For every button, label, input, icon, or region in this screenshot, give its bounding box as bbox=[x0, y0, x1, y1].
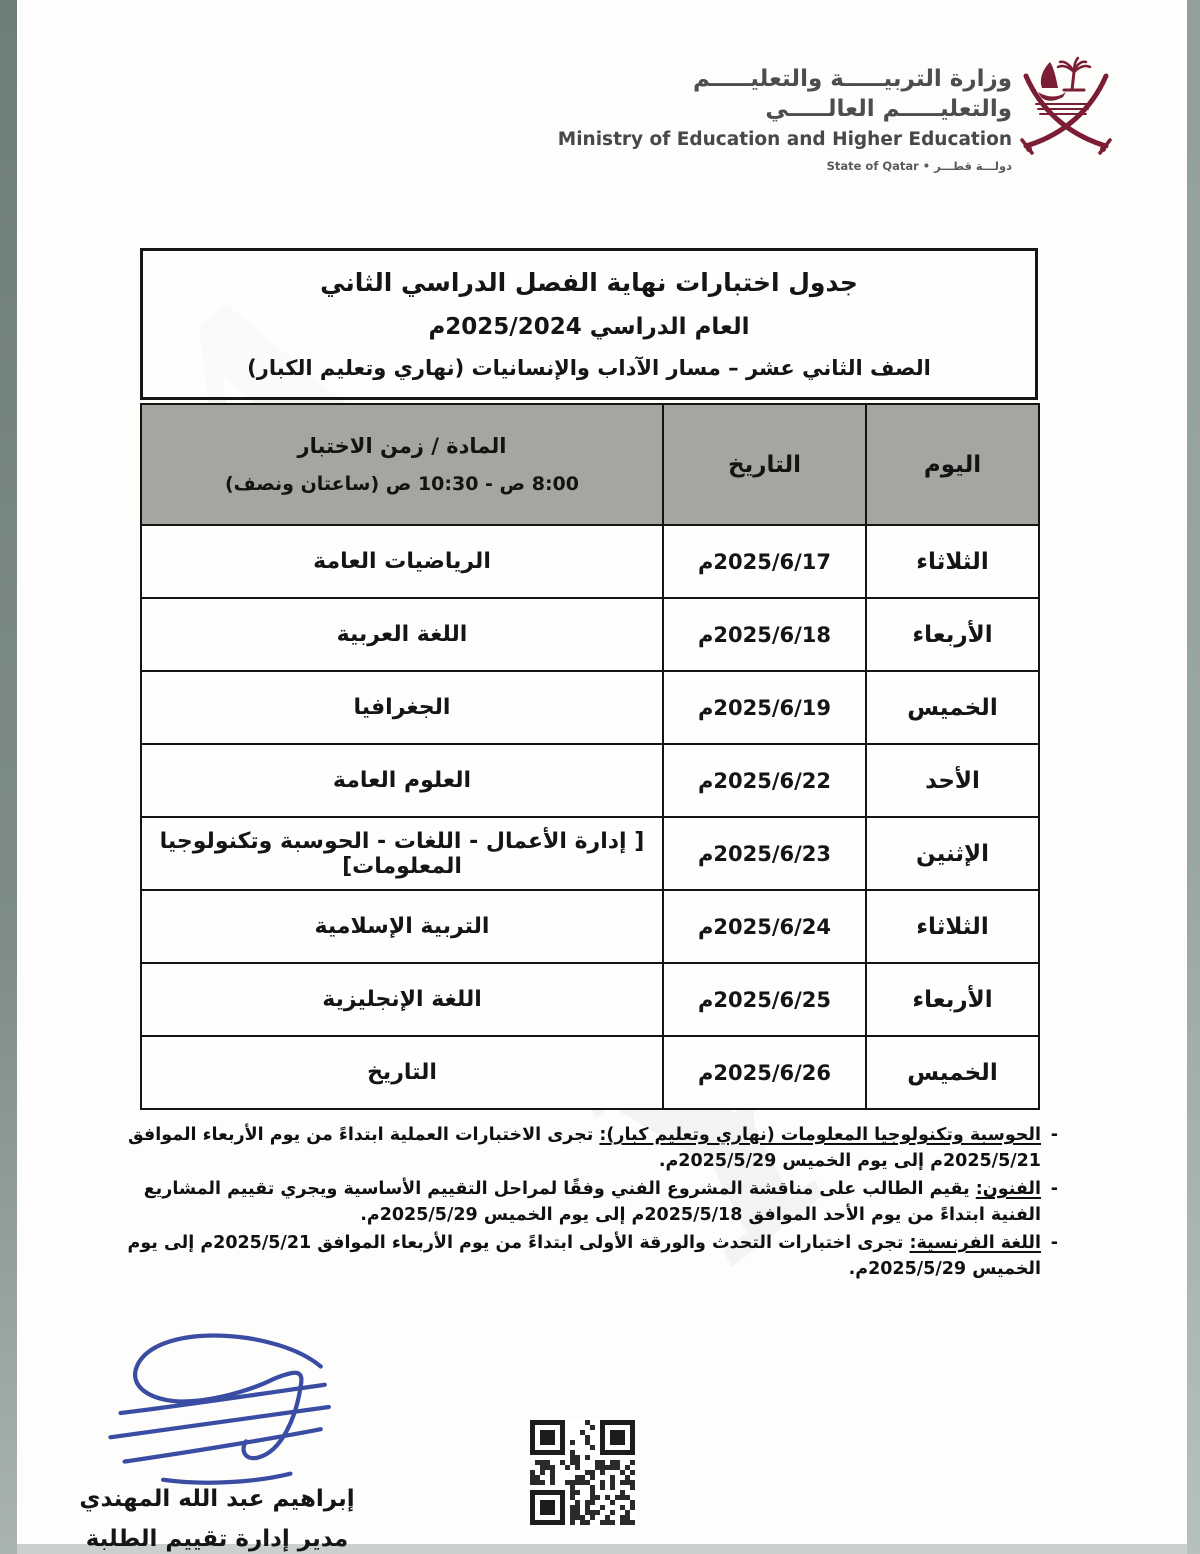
table-header-day: اليوم bbox=[866, 404, 1039, 525]
footnotes bbox=[105, 1122, 1058, 1284]
table-row bbox=[141, 598, 1039, 671]
ministry-name-english: Ministry of Education and Higher Education bbox=[557, 129, 1012, 150]
day-cell: الأربعاء bbox=[866, 963, 1039, 1036]
state-of-qatar-line: State of Qatar • دولـــة قطـــر bbox=[826, 159, 1012, 173]
exam-schedule-table bbox=[140, 403, 1040, 1110]
footnote-lead: الحوسبة وتكنولوجيا المعلومات (نهاري وتعليم كبار): bbox=[599, 1125, 1041, 1145]
table-row bbox=[141, 744, 1039, 817]
day-cell: الخميس bbox=[866, 671, 1039, 744]
grade-track: الصف الثاني عشر – مسار الآداب والإنسانيات (نهاري وتعليم الكبار) bbox=[247, 356, 931, 381]
signer-name: إبراهيم عبد الله المهندي bbox=[79, 1486, 355, 1512]
subject-cell: الرياضيات العامة bbox=[141, 525, 663, 598]
qatar-emblem-icon bbox=[1016, 46, 1116, 166]
subject-cell: التربية الإسلامية bbox=[141, 890, 663, 963]
day-cell: الثلاثاء bbox=[866, 525, 1039, 598]
day-cell: الخميس bbox=[866, 1036, 1039, 1109]
subject-cell: اللغة العربية bbox=[141, 598, 663, 671]
exam-table-body bbox=[141, 525, 1039, 1109]
day-cell: الإثنين bbox=[866, 817, 1039, 890]
footnote-bullet: - bbox=[1050, 1125, 1058, 1145]
footnote-bullet: - bbox=[1050, 1179, 1058, 1199]
qr-finder-icon bbox=[530, 1490, 565, 1525]
table-row bbox=[141, 671, 1039, 744]
date-cell: 2025/6/24م bbox=[663, 890, 866, 963]
qr-finder-icon bbox=[530, 1420, 565, 1455]
academic-year: العام الدراسي 2025/2024م bbox=[428, 313, 750, 340]
footnote-lead: اللغة الفرنسية: bbox=[909, 1233, 1041, 1253]
table-header-subject bbox=[141, 404, 663, 525]
footnote-bullet: - bbox=[1050, 1233, 1058, 1253]
table-row bbox=[141, 963, 1039, 1036]
ministry-header bbox=[556, 64, 1012, 173]
date-cell: 2025/6/26م bbox=[663, 1036, 866, 1109]
footnote-item bbox=[105, 1122, 1058, 1174]
day-cell: الأربعاء bbox=[866, 598, 1039, 671]
table-header-subject-line2: 8:00 ص - 10:30 ص (ساعتان ونصف) bbox=[224, 473, 579, 495]
subject-cell: اللغة الإنجليزية bbox=[141, 963, 663, 1036]
footnote-text: يقيم الطالب على مناقشة المشروع الفني وفقًا لمراحل التقييم الأساسية ويجري تقييم المشاريع الفنية ابتداءً من يوم الأحد الموافق 2025/5/18م إلى يوم الخميس 2025/5/29م. bbox=[143, 1179, 1041, 1225]
table-header-row bbox=[141, 404, 1039, 525]
day-cell: الأحد bbox=[866, 744, 1039, 817]
table-header-subject-line1: المادة / زمن الاختبار bbox=[297, 434, 507, 458]
footnote-text: تجرى اختبارات التحدث والورقة الأولى ابتداءً من يوم الأربعاء الموافق 2025/5/21م إلى يوم الخميس 2025/5/29م. bbox=[127, 1233, 1041, 1279]
footnote-item bbox=[105, 1176, 1058, 1228]
title-box bbox=[140, 248, 1038, 400]
table-row bbox=[141, 890, 1039, 963]
table-row bbox=[141, 817, 1039, 890]
subject-cell: [ إدارة الأعمال - اللغات - الحوسبة وتكنولوجيا المعلومات] bbox=[141, 817, 663, 890]
table-row bbox=[141, 1036, 1039, 1109]
subject-cell: التاريخ bbox=[141, 1036, 663, 1109]
signer-title: مدير إدارة تقييم الطلبة bbox=[85, 1526, 349, 1552]
day-cell: الثلاثاء bbox=[866, 890, 1039, 963]
date-cell: 2025/6/18م bbox=[663, 598, 866, 671]
date-cell: 2025/6/17م bbox=[663, 525, 866, 598]
table-row bbox=[141, 525, 1039, 598]
qr-code-icon bbox=[530, 1420, 635, 1525]
qr-finder-icon bbox=[600, 1420, 635, 1455]
footnote-item bbox=[105, 1230, 1058, 1282]
date-cell: 2025/6/25م bbox=[663, 963, 866, 1036]
date-cell: 2025/6/22م bbox=[663, 744, 866, 817]
signature-scribble-icon bbox=[66, 1328, 344, 1490]
date-cell: 2025/6/23م bbox=[663, 817, 866, 890]
footnote-lead: الفنون: bbox=[975, 1179, 1041, 1199]
subject-cell: الجغرافيا bbox=[141, 671, 663, 744]
schedule-title: جدول اختبارات نهاية الفصل الدراسي الثاني bbox=[320, 267, 858, 297]
table-header-date: التاريخ bbox=[663, 404, 866, 525]
ministry-name-arabic: وزارة التربيـــــة والتعليـــــم والتعليـــــم العالـــــي bbox=[692, 66, 1012, 122]
footnote-text: تجرى الاختبارات العملية ابتداءً من يوم الأربعاء الموافق 2025/5/21م إلى يوم الخميس 2025/5/29م. bbox=[128, 1125, 1041, 1171]
date-cell: 2025/6/19م bbox=[663, 671, 866, 744]
subject-cell: العلوم العامة bbox=[141, 744, 663, 817]
